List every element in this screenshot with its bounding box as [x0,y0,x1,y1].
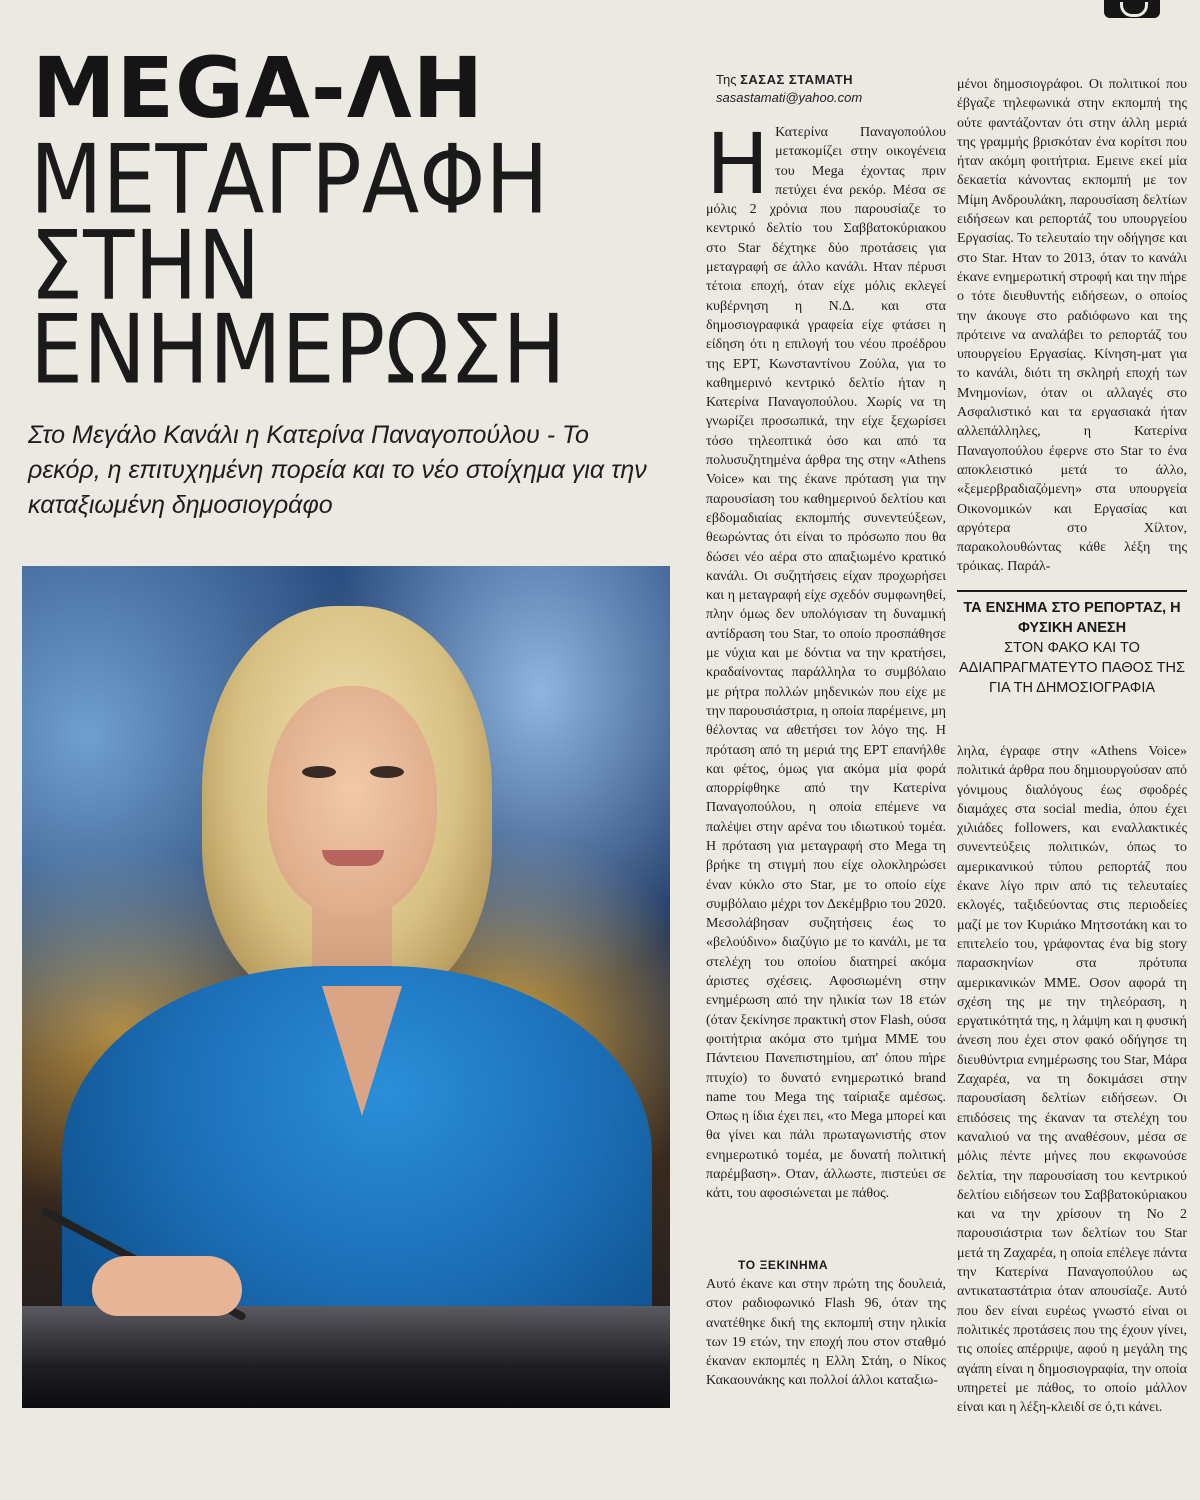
pull-quote-bold: ΤΑ ΕΝΣΗΜΑ ΣΤΟ ΡΕΠΟΡΤΑΖ, Η ΦΥΣΙΚΗ ΑΝΕΣΗ [963,600,1181,636]
photo-eye-right [370,766,404,778]
section-heading: ΤΟ ΞΕΚΙΝΗΜΑ [738,1258,829,1272]
body-column-middle [706,123,946,1255]
anchor-photo [22,566,670,1408]
body-column-right-top [957,75,1187,573]
photo-neckline [322,986,402,1116]
author-email: sasastamati@yahoo.com [716,90,863,105]
byline-prefix: Της [716,72,741,87]
article-subtitle: Στο Μεγάλο Κανάλι η Κατερίνα Παναγοπούλου - Το ρεκόρ, η επιτυχημένη πορεία και το νέο στοίχημα για την καταξιωμένη δημοσιογράφο [28,421,647,519]
body-text-right-top: μένοι δημοσιογράφοι. Οι πολιτικοί που έβγαζε τηλεφωνικά στην εκπομπή της ούτε φαντάζονταν ότι στην άλλη μεριά της γραμμής βρισκόταν ένα κορίτσι που ήταν ακόμη φοιτήτρια. Εμεινε εκεί μία δεκαετία κάνοντας εκπομπή με τον Μίμη Ανδρουλάκη, παρουσίαση δελτίων ειδήσεων και ρεπορτάζ του υπουργείου Εργασίας. Το τελευταίο την οδήγησε και στο Star. Ηταν το 2013, όταν το κανάλι έκανε ενημερωτική στροφή και την πήρε ο τότε διευθυντής ειδήσεων, ο οποίος την άκουγε στο ραδιόφωνο και της πρότεινε να αναλάβει το ρεπορτάζ του υπουργείου Εργασίας. Κίνηση-ματ για το κανάλι, διότι τη σκληρή εποχή των Μνημονίων, όταν οι αλλαγές στο Ασφαλιστικό και τα εργασιακά ήταν αλλεπάλληλες, η Κατερίνα Παναγοπούλου έφερνε στο Star το ένα αποκλειστικό μετά το άλλο, «ξεμερβραδιαζόμενη» στα υπουργεία Οικονομικών και Εργασίας και αργότερα στο Χίλτον, παρακολουθώντας κάθε λέξη της τρόικας. Παράλ- [957,77,1187,573]
headline-kicker: MEGA-ΛΗ [32,39,485,137]
body-text-middle: Κατερίνα Παναγοπούλου μετακομίζει στην οικογένεια του Mega έχοντας πριν πετύχει ένα ρεκόρ. Μέσα σε μόλις 2 χρόνια που παρουσίαζε το κεντρικό δελτίο του Σαββατοκύριακου στο Star δέχτηκε δύο προτάσεις για μεταγραφή σε άλλο κανάλι. Ηταν πέρυσι τέτοια εποχή, όταν είχε μόλις εκλεγεί κυβέρνηση η Ν.Δ. και στα δημοσιογραφικά γραφεία είχε φτάσει η είδηση ότι η επιλογή του νέου προέδρου της ΕΡΤ, Κωνσταντίνου Ζούλα, για το καθημερινό κεντρικό δελτίο ήταν η Κατερίνα Παναγοπούλου. Χωρίς να τη γνωρίζει προσωπικά, την είχε ξεχωρίσει τόσο τηλεοπτικά όσο και από τα πολυσυζητημένα άρθρα της στην «Athens Voice» και της έκανε πρόταση για την παρουσίαση του καθημερινού δελτίου και εβδομαδιαίας εκπομπής συνεντεύξεων, θεωρώντας ότι είναι το πρόσωπο που θα δώσει νέο αέρα στο απαξιωμένο κρατικό κανάλι. Οι συζητήσεις είχαν προχωρήσει και η μεταγραφή είχε σχεδόν συμφωνηθεί, πλην όμως δεν υπολόγισαν τη δυναμική αντίδραση του Star, το οποίο προσπάθησε με νύχια και με δόντια να την κρατήσει, κραδαίνοντας παράλληλα το συμβόλαιο με ρήτρα πολλών μηδενικών που είχε με την παρουσιάστρια, η οποία παρέμεινε, μη θέλοντας να αθετήσει τον λόγο της. Η πρόταση από τη μεριά της ΕΡΤ επανήλθε και φέτος, όμως για ακόμα μία φορά απορρίφθηκε από την Κατερίνα Παναγοπούλου, η οποία επέμενε να παλέψει στην αρένα του ιδιωτικού τομέα. Η πρόταση για μεταγραφή στο Mega τη βρήκε τη στιγμή που είχε ολοκληρώσει έναν κύκλο στο Star, με το οποίο είχε συμβόλαιο μέχρι τον Δεκέμβριο του 2020. Μεσολάβησαν συζητήσεις έως το «βελούδινο» διαζύγιο με το κανάλι, με τα στελέχη του οποίου διατηρεί ακόμα άριστες σχέσεις. Αφοσιωμένη στην ενημέρωση από την ηλικία των 18 ετών (όταν ξεκίνησε πρακτική στον Flash, ούσα φοιτήτρια ακόμα στο τμήμα ΜΜΕ του Πάντειου Πανεπιστημίου, απ' όπου πήρε πτυχίο) το δυνατό ενημερωτικό brand name του Mega της ταίριαξε αμέσως. Οπως η ίδια έχει πει, «το Mega μπορεί και θα γίνει και πάλι πρωταγωνιστής στον ενημερωτικό τομέα, με δυνατή πολιτική παρέμβαση». Οταν, άλλωστε, πιστεύει σε κάτι, του αφοσιώνεται με πάθος. [706,125,946,1202]
pull-quote [957,590,1187,698]
headline-line-2: ΣΤΗΝ [30,209,261,322]
photo-face [267,686,437,916]
photo-desk [22,1306,670,1408]
body-text-right-bottom: ληλα, έγραφε στην «Athens Voice» πολιτικά άρθρα που δημιουργούσαν από γόνιμους διαλόγους έως σφοδρές διαμάχες στα social media, όπου έχει χιλιάδες followers, και εναλλακτικές συνεντεύξεις πολιτικών, όπως το αμερικανικού τύπου ρεπορτάζ που έκανε λίγο πριν από τις τελευταίες εκλογές, ταξιδεύοντας στις περιοδείες μαζί με τον Κυριάκο Μητσοτάκη και το επιτελείο του, γράφοντας ένα big story παρασκηνίων στα πρότυπα αμερικανικών ΜΜΕ. Οσον αφορά τη σχέση της με την τηλεόραση, η εργατικότητά της, η λάμψη και η φυσική άνεση που έχει στον φακό οδήγησε τη διευθύντρια ενημέρωσης του Star, Μάρα Ζαχαρέα, να τη δοκιμάσει στην παρουσίαση δελτίων ειδήσεων. Οι επιδόσεις της έκαναν τα στελέχη του καναλιού να της αναθέσουν, μέσα σε μόλις πέντε μήνες που εκφωνούσε δελτία, την παρουσίαση του κεντρικού δελτίου ειδήσεων του Σαββατοκύριακου και να την χρίσουν τη Νο 2 παρουσιάστρια των δελτίων του Star μετά τη Ζαχαρέα, η οποία επέλεγε πάντα την Κατερίνα Παναγοπούλου ως αντικαταστάτρια όταν απουσίαζε. Αυτό που δεν είναι ευρέως γνωστό είναι οι πολιτικές προτάσεις που της έχουν γίνει, τις οποίες απέρριψε, αφού η μεγάλη της αγάπη είναι η δημοσιογραφία, την οποία υπηρετεί με πάθος, το οποίο μάλλον είναι και η λέξη-κλειδί σε ό,τι κάνει. [957,744,1187,1416]
body-column-right-bottom [957,742,1187,1432]
page-corner-tab [1104,0,1160,18]
body-text-middle-bottom: Αυτό έκανε και στην πρώτη της δουλειά, στον ραδιοφωνικό Flash 96, όταν της ανατέθηκε δική της εκπομπή στην ηλικία των 19 ετών, την εποχή που στον σταθμό έκαναν εκπομπές η Ελλη Στάη, ο Νίκος Κακαουνάκης και πολλοί άλλοι καταξιω- [706,1277,946,1389]
pull-quote-light: ΣΤΟΝ ΦΑΚΟ ΚΑΙ ΤΟ ΑΔΙΑΠΡΑΓΜΑΤΕΥΤΟ ΠΑΘΟΣ ΤΗΣ ΓΙΑ ΤΗ ΔΗΜΟΣΙΟΓΡΑΦΙΑ [959,640,1185,696]
photo-hand [92,1256,242,1316]
photo-smile [322,850,384,866]
photo-eye-left [302,766,336,778]
body-column-middle-bottom [706,1275,946,1445]
drop-cap: Η [706,123,770,213]
headline-line-1: ΜΕΤΑΓΡΑΦΗ [30,123,549,236]
byline [716,71,853,89]
byline-name: ΣΑΣΑΣ ΣΤΑΜΑΤΗ [740,72,854,87]
headline-line-3: ΕΝΗΜΕΡΩΣΗ [30,293,566,406]
